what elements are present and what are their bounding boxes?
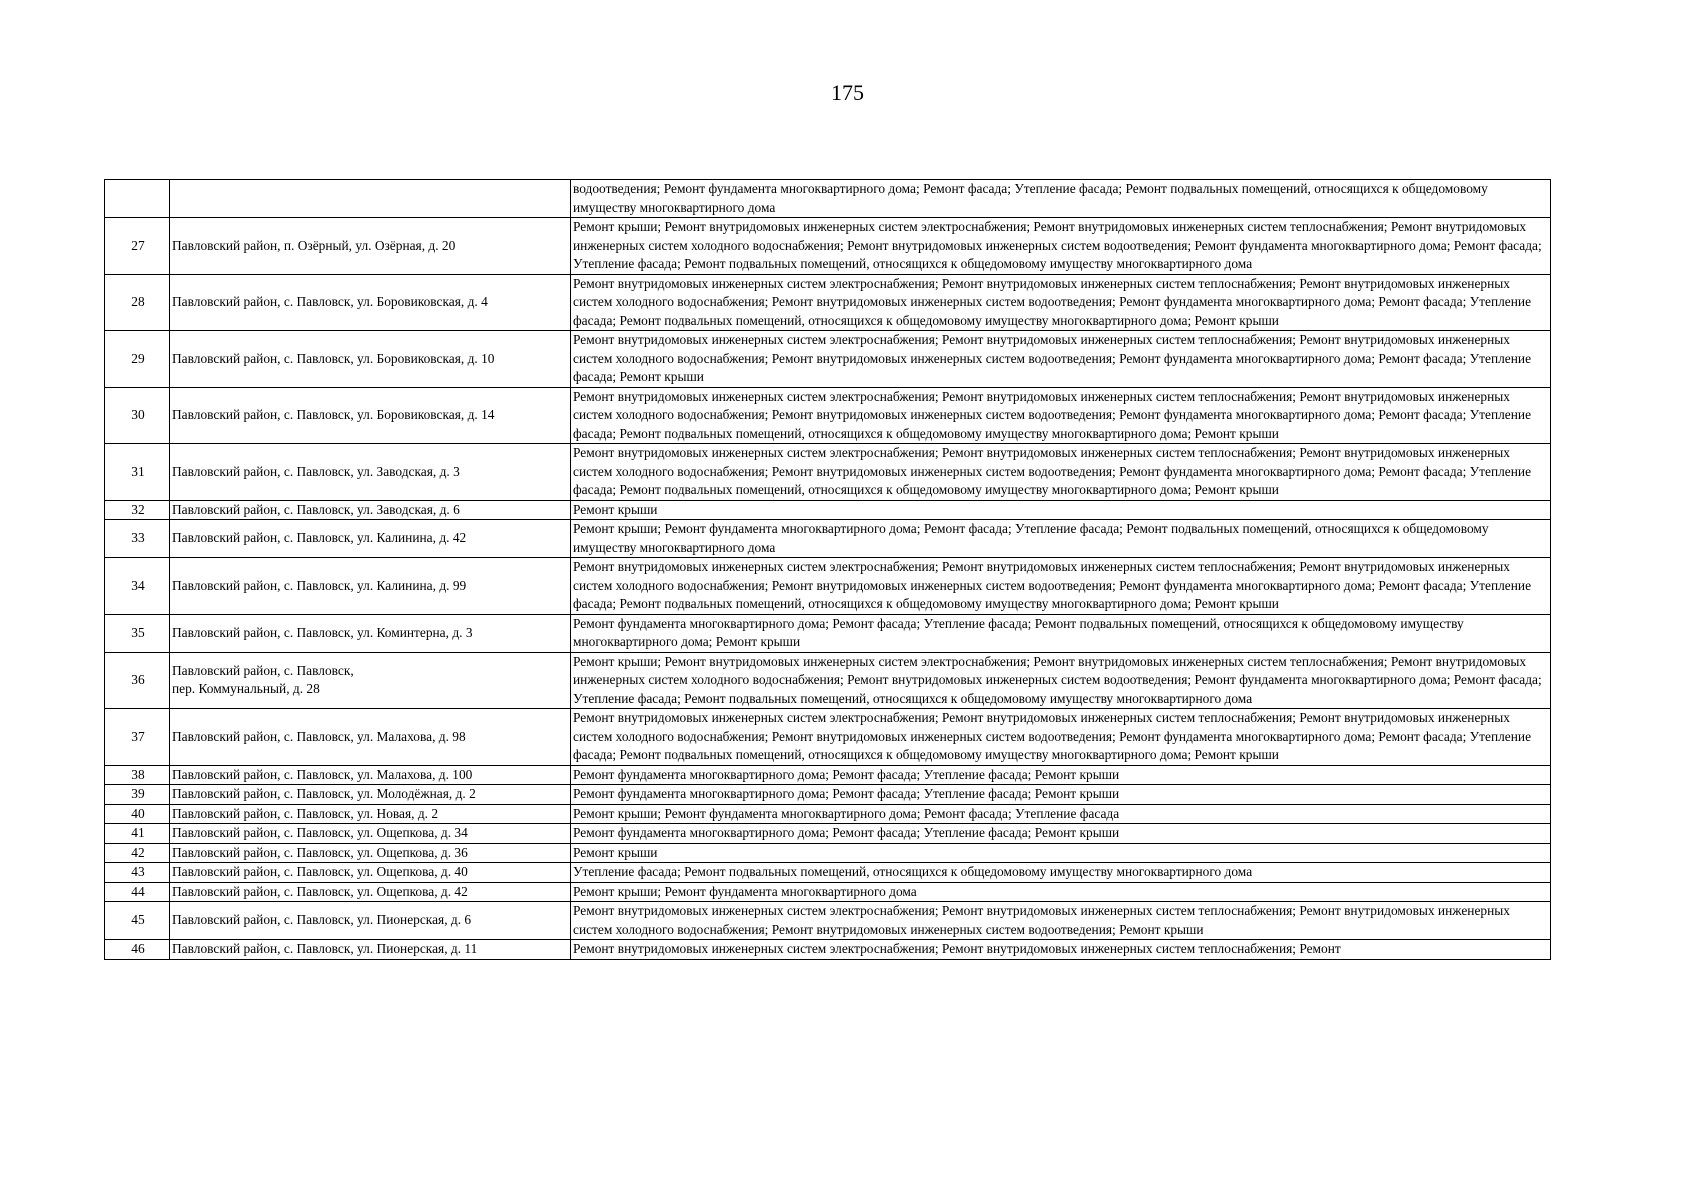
row-address: Павловский район, п. Озёрный, ул. Озёрная, д. 20	[170, 218, 571, 275]
repair-works-table	[104, 179, 1551, 960]
row-number: 36	[105, 652, 170, 709]
table-row	[105, 709, 1551, 766]
row-works: Ремонт крыши; Ремонт фундамента многоквартирного дома	[571, 882, 1551, 902]
row-number: 43	[105, 863, 170, 883]
row-address: Павловский район, с. Павловск, ул. Боровиковская, д. 14	[170, 387, 571, 444]
row-address: Павловский район, с. Павловск, ул. Ощепкова, д. 36	[170, 843, 571, 863]
table-row	[105, 882, 1551, 902]
row-works: Ремонт внутридомовых инженерных систем электроснабжения; Ремонт внутридомовых инженерных систем теплоснабжения; Ремонт внутридомовых инженерных систем холодного водоснабжения; Ремонт внутридомовых инженерных систем водоотведения; Ремонт фундамента многоквартирного дома; Ремонт фасада; Утепление фасада; Ремонт подвальных помещений, относящихся к общедомовому имуществу многоквартирного дома; Ремонт крыши	[571, 558, 1551, 615]
table-row	[105, 331, 1551, 388]
table-row	[105, 387, 1551, 444]
row-address: Павловский район, с. Павловск, ул. Заводская, д. 6	[170, 500, 571, 520]
table-row	[105, 804, 1551, 824]
row-works: Ремонт фундамента многоквартирного дома; Ремонт фасада; Утепление фасада; Ремонт подвальных помещений, относящихся к общедомовому имуществу многоквартирного дома; Ремонт крыши	[571, 614, 1551, 652]
table-row	[105, 863, 1551, 883]
table-row	[105, 824, 1551, 844]
row-works: Ремонт внутридомовых инженерных систем электроснабжения; Ремонт внутридомовых инженерных систем теплоснабжения; Ремонт внутридомовых инженерных систем холодного водоснабжения; Ремонт внутридомовых инженерных систем водоотведения; Ремонт фундамента многоквартирного дома; Ремонт фасада; Утепление фасада; Ремонт подвальных помещений, относящихся к общедомовому имуществу многоквартирного дома; Ремонт крыши	[571, 444, 1551, 501]
row-works: Ремонт фундамента многоквартирного дома; Ремонт фасада; Утепление фасада; Ремонт крыши	[571, 765, 1551, 785]
row-number: 39	[105, 785, 170, 805]
table-row	[105, 765, 1551, 785]
table-row	[105, 652, 1551, 709]
table-row	[105, 444, 1551, 501]
row-address	[170, 180, 571, 218]
row-number: 44	[105, 882, 170, 902]
row-number: 40	[105, 804, 170, 824]
row-number: 30	[105, 387, 170, 444]
row-works: Ремонт крыши; Ремонт фундамента многоквартирного дома; Ремонт фасада; Утепление фасада; Ремонт подвальных помещений, относящихся к общедомовому имуществу многоквартирного дома	[571, 520, 1551, 558]
row-address: Павловский район, с. Павловск, ул. Боровиковская, д. 4	[170, 274, 571, 331]
row-address: Павловский район, с. Павловск, ул. Пионерская, д. 6	[170, 902, 571, 940]
row-works: Ремонт внутридомовых инженерных систем электроснабжения; Ремонт внутридомовых инженерных систем теплоснабжения; Ремонт внутридомовых инженерных систем холодного водоснабжения; Ремонт внутридомовых инженерных систем водоотведения; Ремонт фундамента многоквартирного дома; Ремонт фасада; Утепление фасада; Ремонт подвальных помещений, относящихся к общедомовому имуществу многоквартирного дома; Ремонт крыши	[571, 709, 1551, 766]
row-number: 34	[105, 558, 170, 615]
row-number: 28	[105, 274, 170, 331]
row-number: 32	[105, 500, 170, 520]
row-number: 37	[105, 709, 170, 766]
table-row	[105, 940, 1551, 960]
row-address: Павловский район, с. Павловск, ул. Калинина, д. 99	[170, 558, 571, 615]
row-number	[105, 180, 170, 218]
row-address-line-2: пер. Коммунальный, д. 28	[172, 681, 320, 697]
row-number: 42	[105, 843, 170, 863]
row-works: Ремонт крыши; Ремонт внутридомовых инженерных систем электроснабжения; Ремонт внутридомовых инженерных систем теплоснабжения; Ремонт внутридомовых инженерных систем холодного водоснабжения; Ремонт внутридомовых инженерных систем водоотведения; Ремонт фундамента многоквартирного дома; Ремонт фасада; Утепление фасада; Ремонт подвальных помещений, относящихся к общедомовому имуществу многоквартирного дома	[571, 218, 1551, 275]
table-row	[105, 500, 1551, 520]
row-works: Ремонт внутридомовых инженерных систем электроснабжения; Ремонт внутридомовых инженерных систем теплоснабжения; Ремонт внутридомовых инженерных систем холодного водоснабжения; Ремонт внутридомовых инженерных систем водоотведения; Ремонт крыши	[571, 902, 1551, 940]
row-address: Павловский район, с. Павловск, ул. Молодёжная, д. 2	[170, 785, 571, 805]
row-works: Ремонт внутридомовых инженерных систем электроснабжения; Ремонт внутридомовых инженерных систем теплоснабжения; Ремонт	[571, 940, 1551, 960]
row-works: Утепление фасада; Ремонт подвальных помещений, относящихся к общедомовому имуществу многоквартирного дома	[571, 863, 1551, 883]
table-row	[105, 180, 1551, 218]
row-number: 38	[105, 765, 170, 785]
row-address: Павловский район, с. Павловск, ул. Ощепкова, д. 42	[170, 882, 571, 902]
table-row	[105, 558, 1551, 615]
row-address: Павловский район, с. Павловск, ул. Малахова, д. 100	[170, 765, 571, 785]
row-address: Павловский район, с. Павловск, ул. Коминтерна, д. 3	[170, 614, 571, 652]
row-number: 33	[105, 520, 170, 558]
row-number: 41	[105, 824, 170, 844]
table-body	[105, 180, 1551, 960]
table-row	[105, 785, 1551, 805]
row-address-line-1: Павловский район, с. Павловск,	[172, 662, 354, 678]
row-address	[170, 652, 571, 709]
row-address: Павловский район, с. Павловск, ул. Малахова, д. 98	[170, 709, 571, 766]
row-address: Павловский район, с. Павловск, ул. Боровиковская, д. 10	[170, 331, 571, 388]
row-works: Ремонт внутридомовых инженерных систем электроснабжения; Ремонт внутридомовых инженерных систем теплоснабжения; Ремонт внутридомовых инженерных систем холодного водоснабжения; Ремонт внутридомовых инженерных систем водоотведения; Ремонт фундамента многоквартирного дома; Ремонт фасада; Утепление фасада; Ремонт подвальных помещений, относящихся к общедомовому имуществу многоквартирного дома; Ремонт крыши	[571, 274, 1551, 331]
row-works: Ремонт крыши; Ремонт фундамента многоквартирного дома; Ремонт фасада; Утепление фасада	[571, 804, 1551, 824]
row-address: Павловский район, с. Павловск, ул. Заводская, д. 3	[170, 444, 571, 501]
page-number: 175	[831, 80, 864, 105]
row-works: Ремонт фундамента многоквартирного дома; Ремонт фасада; Утепление фасада; Ремонт крыши	[571, 824, 1551, 844]
row-works: Ремонт внутридомовых инженерных систем электроснабжения; Ремонт внутридомовых инженерных систем теплоснабжения; Ремонт внутридомовых инженерных систем холодного водоснабжения; Ремонт внутридомовых инженерных систем водоотведения; Ремонт фундамента многоквартирного дома; Ремонт фасада; Утепление фасада; Ремонт крыши	[571, 331, 1551, 388]
table-row	[105, 902, 1551, 940]
table-row	[105, 218, 1551, 275]
row-works: Ремонт фундамента многоквартирного дома; Ремонт фасада; Утепление фасада; Ремонт крыши	[571, 785, 1551, 805]
table-row	[105, 843, 1551, 863]
row-number: 31	[105, 444, 170, 501]
row-number: 27	[105, 218, 170, 275]
row-number: 29	[105, 331, 170, 388]
row-address: Павловский район, с. Павловск, ул. Ощепкова, д. 40	[170, 863, 571, 883]
row-address: Павловский район, с. Павловск, ул. Новая, д. 2	[170, 804, 571, 824]
row-address: Павловский район, с. Павловск, ул. Калинина, д. 42	[170, 520, 571, 558]
row-address: Павловский район, с. Павловск, ул. Пионерская, д. 11	[170, 940, 571, 960]
row-number: 46	[105, 940, 170, 960]
row-works: Ремонт крыши; Ремонт внутридомовых инженерных систем электроснабжения; Ремонт внутридомовых инженерных систем теплоснабжения; Ремонт внутридомовых инженерных систем холодного водоснабжения; Ремонт внутридомовых инженерных систем водоотведения; Ремонт фундамента многоквартирного дома; Ремонт фасада; Утепление фасада; Ремонт подвальных помещений, относящихся к общедомовому имуществу многоквартирного дома	[571, 652, 1551, 709]
row-address: Павловский район, с. Павловск, ул. Ощепкова, д. 34	[170, 824, 571, 844]
row-works: Ремонт крыши	[571, 843, 1551, 863]
row-works: водоотведения; Ремонт фундамента многоквартирного дома; Ремонт фасада; Утепление фасада; Ремонт подвальных помещений, относящихся к общедомовому имуществу многоквартирного дома	[571, 180, 1551, 218]
row-works: Ремонт крыши	[571, 500, 1551, 520]
table-row	[105, 274, 1551, 331]
row-number: 45	[105, 902, 170, 940]
table-row	[105, 614, 1551, 652]
row-works: Ремонт внутридомовых инженерных систем электроснабжения; Ремонт внутридомовых инженерных систем теплоснабжения; Ремонт внутридомовых инженерных систем холодного водоснабжения; Ремонт внутридомовых инженерных систем водоотведения; Ремонт фундамента многоквартирного дома; Ремонт фасада; Утепление фасада; Ремонт подвальных помещений, относящихся к общедомовому имуществу многоквартирного дома; Ремонт крыши	[571, 387, 1551, 444]
row-number: 35	[105, 614, 170, 652]
table-row	[105, 520, 1551, 558]
